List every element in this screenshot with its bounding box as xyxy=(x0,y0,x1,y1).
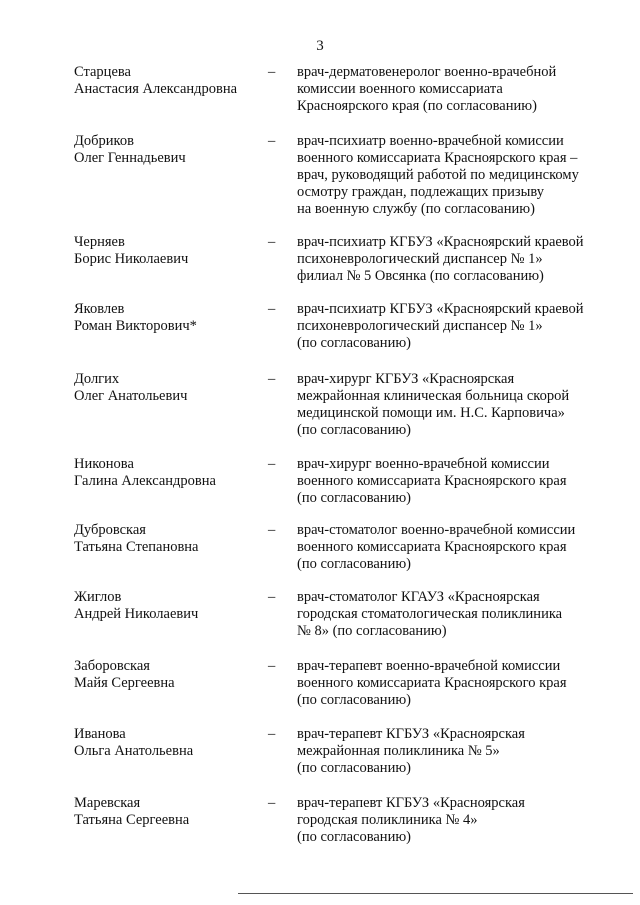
separator-dash: – xyxy=(268,589,276,605)
member-given-names: Майя Сергеевна xyxy=(74,675,175,691)
member-name xyxy=(74,456,264,490)
role-line: осмотру граждан, подлежащих призыву xyxy=(297,184,544,200)
member-given-names: Борис Николаевич xyxy=(74,251,189,267)
separator-dash: – xyxy=(268,301,276,317)
member-surname: Жиглов xyxy=(74,589,122,605)
role-line: врач-психиатр КГБУЗ «Красноярский краевой xyxy=(297,301,584,317)
role-line: (по согласованию) xyxy=(297,556,411,572)
member-name xyxy=(74,64,264,98)
member-name xyxy=(74,234,264,268)
role-line: военного комиссариата Красноярского края xyxy=(297,539,567,555)
separator-dash: – xyxy=(268,133,276,149)
member-given-names: Олег Геннадьевич xyxy=(74,150,186,166)
separator-dash: – xyxy=(268,234,276,250)
role-line: врач-стоматолог военно-врачебной комиссии xyxy=(297,522,576,538)
separator-dash: – xyxy=(268,658,276,674)
member-given-names: Татьяна Степановна xyxy=(74,539,199,555)
role-line: межрайонная клиническая больница скорой xyxy=(297,388,570,404)
member-surname: Никонова xyxy=(74,456,134,472)
page-number: 3 xyxy=(316,38,324,54)
member-name xyxy=(74,726,264,760)
role-line: врач-дерматовенеролог военно-врачебной xyxy=(297,64,557,80)
member-name xyxy=(74,589,264,623)
role-line: (по согласованию) xyxy=(297,829,411,845)
member-role xyxy=(297,64,617,115)
role-line: на военную службу (по согласованию) xyxy=(297,201,535,217)
role-line: психоневрологический диспансер № 1» xyxy=(297,251,543,267)
member-surname: Долгих xyxy=(74,371,120,387)
bottom-divider-line xyxy=(238,893,633,894)
role-line: городская поликлиника № 4» xyxy=(297,812,478,828)
role-line: психоневрологический диспансер № 1» xyxy=(297,318,543,334)
member-role xyxy=(297,234,617,285)
member-given-names: Роман Викторович* xyxy=(74,318,197,334)
role-line: филиал № 5 Овсянка (по согласованию) xyxy=(297,268,544,284)
member-given-names: Ольга Анатольевна xyxy=(74,743,194,759)
member-surname: Старцева xyxy=(74,64,131,80)
role-line: врач-психиатр военно-врачебной комиссии xyxy=(297,133,564,149)
role-line: (по согласованию) xyxy=(297,760,411,776)
separator-dash: – xyxy=(268,64,276,80)
role-line: городская стоматологическая поликлиника xyxy=(297,606,563,622)
member-surname: Заборовская xyxy=(74,658,150,674)
member-given-names: Татьяна Сергеевна xyxy=(74,812,190,828)
role-line: (по согласованию) xyxy=(297,422,411,438)
role-line: врач-психиатр КГБУЗ «Красноярский краевой xyxy=(297,234,584,250)
separator-dash: – xyxy=(268,726,276,742)
separator-dash: – xyxy=(268,522,276,538)
member-surname: Черняев xyxy=(74,234,125,250)
role-line: военного комиссариата Красноярского края – xyxy=(297,150,578,166)
member-role xyxy=(297,795,617,846)
member-name xyxy=(74,658,264,692)
role-line: врач-стоматолог КГАУЗ «Красноярская xyxy=(297,589,540,605)
separator-dash: – xyxy=(268,795,276,811)
role-line: врач-терапевт КГБУЗ «Красноярская xyxy=(297,795,525,811)
member-name xyxy=(74,133,264,167)
member-role xyxy=(297,371,617,439)
member-role xyxy=(297,133,617,218)
role-line: № 8» (по согласованию) xyxy=(297,623,447,639)
member-surname: Добриков xyxy=(74,133,134,149)
member-role xyxy=(297,456,617,507)
role-line: военного комиссариата Красноярского края xyxy=(297,675,567,691)
member-name xyxy=(74,522,264,556)
member-name xyxy=(74,301,264,335)
member-role xyxy=(297,301,617,352)
member-role xyxy=(297,589,617,640)
role-line: Красноярского края (по согласованию) xyxy=(297,98,537,114)
role-line: (по согласованию) xyxy=(297,490,411,506)
role-line: военного комиссариата Красноярского края xyxy=(297,473,567,489)
role-line: врач-хирург КГБУЗ «Красноярская xyxy=(297,371,515,387)
separator-dash: – xyxy=(268,371,276,387)
member-role xyxy=(297,522,617,573)
role-line: комиссии военного комиссариата xyxy=(297,81,503,97)
role-line: врач, руководящий работой по медицинскому xyxy=(297,167,579,183)
member-given-names: Андрей Николаевич xyxy=(74,606,199,622)
role-line: (по согласованию) xyxy=(297,692,411,708)
role-line: врач-хирург военно-врачебной комиссии xyxy=(297,456,550,472)
member-given-names: Галина Александровна xyxy=(74,473,216,489)
member-role xyxy=(297,726,617,777)
member-surname: Маревская xyxy=(74,795,141,811)
member-surname: Иванова xyxy=(74,726,126,742)
member-name xyxy=(74,795,264,829)
member-name xyxy=(74,371,264,405)
role-line: межрайонная поликлиника № 5» xyxy=(297,743,500,759)
member-surname: Дубровская xyxy=(74,522,146,538)
member-given-names: Олег Анатольевич xyxy=(74,388,188,404)
role-line: врач-терапевт военно-врачебной комиссии xyxy=(297,658,561,674)
separator-dash: – xyxy=(268,456,276,472)
member-surname: Яковлев xyxy=(74,301,125,317)
role-line: врач-терапевт КГБУЗ «Красноярская xyxy=(297,726,525,742)
role-line: (по согласованию) xyxy=(297,335,411,351)
role-line: медицинской помощи им. Н.С. Карповича» xyxy=(297,405,565,421)
member-role xyxy=(297,658,617,709)
member-given-names: Анастасия Александровна xyxy=(74,81,238,97)
